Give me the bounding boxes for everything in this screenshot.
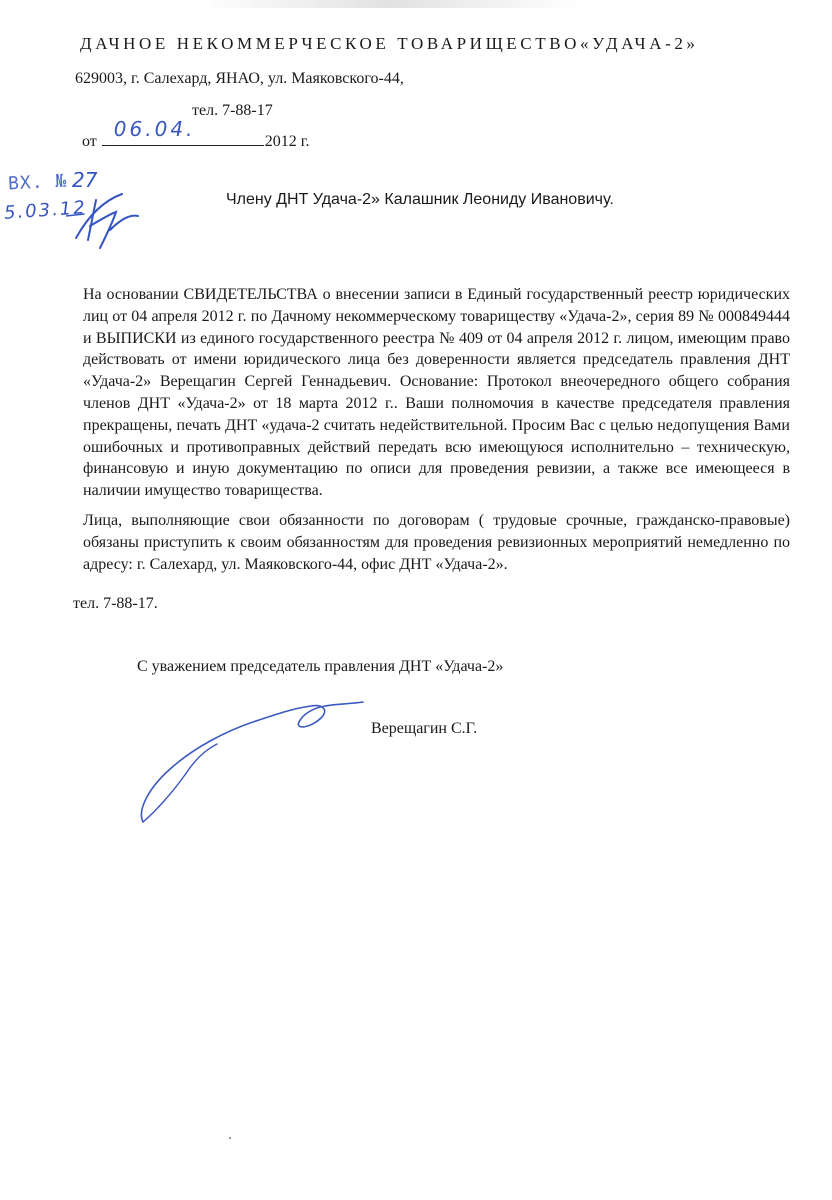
body-paragraph bbox=[83, 284, 790, 502]
address-line: 629003, г. Салехард, ЯНАО, ул. Маяковского-44, bbox=[75, 70, 404, 87]
body-paragraph-text: Лица, выполняющие свои обязанности по договорам ( трудовые срочные, гражданско-правовые) обязаны приступить к своим обязанностям для проведения ревизионных мероприятий немедленно по адресу: г. Салехард, ул. Маяковского-44, офис ДНТ «Удача-2». bbox=[83, 511, 790, 573]
body-paragraph-text: На основании СВИДЕТЕЛЬСТВА о внесении записи в Единый государственный реестр юридических лиц от 04 апреля 2012 г. по Дачному некоммерческому товариществу «Удача-2», серия 89 № 000849444 и ВЫПИСКИ из единого государственного реестра № 409 от 04 апреля 2012 г. лицом, имеющим право действовать от имени юридического лица без доверенности является председатель правления ДНТ «Удача-2» Верещагин Сергей Геннадьевич. Основание: Протокол внеочередного общего собрания членов ДНТ «Удача-2» от 18 марта 2012 г.. Ваши полномочия в качестве председателя правления прекращены, печать ДНТ «удача-2 считать недействительной. Просим Вас с целью недопущения Вами ошибочных и противоправных действий передать всю имеющуюся исполнительно – техническую, финансовую и иную документацию по описи для проведения ревизии, а также все имеющееся в наличии имущество товарищества. bbox=[83, 286, 790, 500]
stamp-label: ВХ. № bbox=[7, 170, 68, 195]
incoming-stamp bbox=[2, 168, 152, 248]
handwritten-signature bbox=[135, 700, 375, 830]
date-prefix: от bbox=[82, 133, 97, 150]
body-paragraph bbox=[83, 510, 790, 575]
signer-name: Верещагин С.Г. bbox=[371, 720, 478, 737]
date-suffix: 2012 г. bbox=[264, 133, 310, 150]
recipient-line: Члену ДНТ Удача-2» Калашник Леониду Ивановичу. bbox=[226, 191, 614, 208]
phone-line: тел. 7-88-17 bbox=[192, 102, 273, 119]
closing-line: С уважением председатель правления ДНТ «Удача-2» bbox=[137, 658, 504, 675]
date-field bbox=[102, 117, 264, 146]
stamp-initials-signature bbox=[66, 190, 146, 250]
body-phone: тел. 7-88-17. bbox=[73, 595, 158, 612]
stamp-number: 27 bbox=[72, 168, 98, 192]
letter-body bbox=[83, 284, 790, 582]
organization-title: ДАЧНОЕ НЕКОММЕРЧЕСКОЕ ТОВАРИЩЕСТВО«УДАЧА-2» bbox=[80, 34, 699, 53]
handwritten-date: 06.04. bbox=[113, 117, 196, 141]
scan-smudge bbox=[200, 0, 580, 8]
stamp-date: 5.03.12 bbox=[3, 197, 88, 224]
scan-speck bbox=[229, 1137, 231, 1139]
date-line bbox=[82, 117, 310, 151]
